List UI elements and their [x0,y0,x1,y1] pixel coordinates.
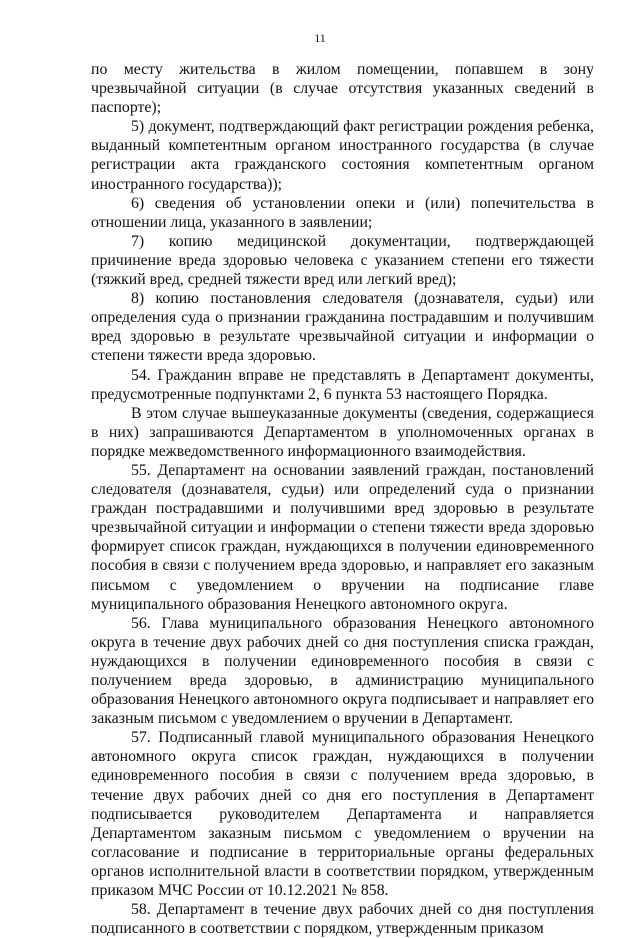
paragraph-item-5: 5) документ, подтверждающий факт регистрации рождения ребенка, выданный компетентным органом иностранного государства (в случае регистрации акта гражданского состояния компетентным органом иностранного государства)); [91,118,594,193]
paragraph-continuation: по месту жительства в жилом помещении, попавшем в зону чрезвычайной ситуации (в случае отсутствия указанных сведений в паспорте); [91,61,594,117]
paragraph-55: 55. Департамент на основании заявлений граждан, постановлений следователя (дознавателя, судьи) или определений суда о признании граждан пострадавшими и получившими вред здоровью в результате чрезвычайной ситуации и информации о степени тяжести вреда здоровью формирует список граждан, нуждающихся в получении единовременного пособия в связи с получением вреда здоровью, и направляет его заказным письмом с уведомлением о вручении на подписание главе муниципального образования Ненецкого автономного округа. [91,461,594,613]
paragraph-item-8: 8) копию постановления следователя (дознавателя, судьи) или определения суда о признании гражданина пострадавшим и получившим вред здоровью в результате чрезвычайной ситуации и информации о степени тяжести вреда здоровью. [91,290,594,365]
document-body [91,60,594,938]
paragraph-57: 57. Подписанный главой муниципального образования Ненецкого автономного округа список граждан, нуждающихся в получении единовременного пособия в связи с получением вреда здоровью, в течение двух рабочих дней со дня его поступления в Департамент подписывается руководителем Департамента и направляется Департаментом заказным письмом с уведомлением о вручении на согласование и подписание в территориальные органы федеральных органов исполнительной власти в соответствии порядком, утвержденным приказом МЧС России от 10.12.2021 № 858. [91,729,594,900]
paragraph-item-7: 7) копию медицинской документации, подтверждающей причинение вреда здоровью человека с указанием степени его тяжести (тяжкий вред, средней тяжести вред или легкий вред); [91,232,594,289]
paragraph-item-6: 6) сведения об установлении опеки и (или) попечительства в отношении лица, указанного в заявлении; [91,194,594,231]
paragraph-54-cont: В этом случае вышеуказанные документы (сведения, содержащиеся в них) запрашиваются Департаментом в уполномоченных органах в порядке межведомственного информационного взаимодействия. [91,404,594,460]
paragraph-54: 54. Гражданин вправе не представлять в Департамент документы, предусмотренные подпунктами 2, 6 пункта 53 настоящего Порядка. [91,366,594,403]
page-number: 11 [314,31,326,45]
paragraph-58: 58. Департамент в течение двух рабочих дней со дня поступления подписанного в соответствии с порядком, утвержденным приказом [91,901,594,938]
paragraph-56: 56. Глава муниципального образования Ненецкого автономного округа в течение двух рабочих дней со дня поступления списка граждан, нуждающихся в получении единовременного пособия в связи с получением вреда здоровью, в администрацию муниципального образования Ненецкого автономного округа подписывает и направляет его заказным письмом с уведомлением о вручении в Департамент. [91,614,594,728]
